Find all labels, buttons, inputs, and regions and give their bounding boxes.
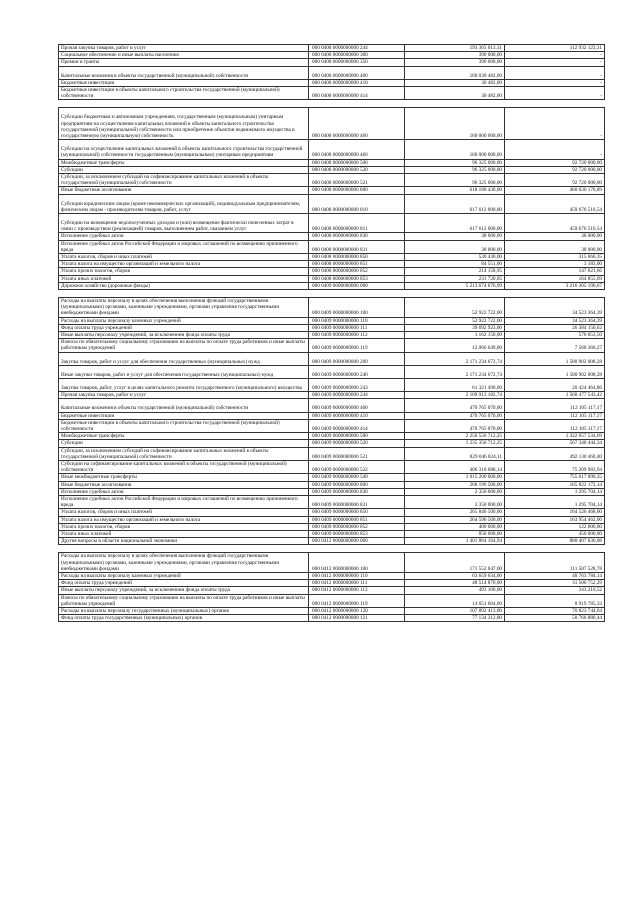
row-fact-cell: 147 621,66 (505, 268, 605, 275)
row-plan-cell: 160 000 000,00 (405, 140, 505, 159)
row-fact-cell: 459 676 516,54 (505, 214, 605, 233)
table-row (59, 516, 605, 523)
row-name-cell: Расходы на выплаты персоналу в целях обеспечения выполнения функций государственными (муниципальными) органами, казенными учреждениями, органами управления государственными внебюджетными фондами (59, 553, 309, 573)
row-name-cell: Субсидии юридическим лицам (кроме некоммерческих организаций), индивидуальным предпринимателям, физическим лицам - производителям товаров, работ, услуг (59, 194, 309, 213)
row-code-cell: 000 0412 0000000000 000 (309, 538, 405, 545)
row-fact-cell: 570 853,50 (505, 332, 605, 339)
row-fact-cell: - (505, 59, 605, 66)
table-row (59, 608, 605, 615)
spacer-cell (505, 545, 605, 553)
table-row (59, 523, 605, 530)
row-name-cell: Премии и гранты (59, 59, 309, 66)
row-fact-cell: 165 822 172,14 (505, 481, 605, 488)
row-plan-cell: 12 066 649,00 (405, 339, 505, 352)
row-code-cell: 000 0408 0000000000 521 (309, 174, 405, 187)
row-plan-cell: 390 000,00 (405, 52, 505, 59)
row-code-cell: 000 0409 0000000000 540 (309, 474, 405, 481)
spacer-cell (405, 545, 505, 553)
spacer-cell (405, 100, 505, 108)
table-row (59, 531, 605, 538)
table-row (59, 587, 605, 594)
row-name-cell: Фонд оплаты труда учреждений (59, 580, 309, 587)
row-name-cell: Уплата прочих налогов, сборов (59, 523, 309, 530)
table-row (59, 59, 605, 66)
row-name-cell: Уплата иных платежей (59, 531, 309, 538)
row-fact-cell: 122 006,00 (505, 523, 605, 530)
row-plan-cell: 2 171 234 672,74 (405, 365, 505, 378)
table-row (59, 433, 605, 440)
table-row (59, 174, 605, 187)
row-plan-cell: 2 350 000,00 (405, 496, 505, 509)
row-plan-cell: 231 720,05 (405, 275, 505, 282)
row-fact-cell: 70 823 744,64 (505, 608, 605, 615)
row-plan-cell: 107 892 413,00 (405, 608, 505, 615)
table-row (59, 615, 605, 622)
row-code-cell: 000 0409 0000000000 520 (309, 440, 405, 447)
row-code-cell: 000 0409 0000000000 830 (309, 488, 405, 495)
row-name-cell: Расходы на выплаты персоналу государственных (муниципальных) органов (59, 608, 309, 615)
table-row (59, 187, 605, 194)
row-name-cell: Уплата налога на имущество организаций и земельного налога (59, 261, 309, 268)
row-plan-cell: 38 000,00 (405, 240, 505, 253)
row-code-cell: 000 0408 0000000000 460 (309, 108, 405, 140)
row-code-cell: 000 0409 0000000000 000 (309, 282, 405, 289)
row-code-cell: 000 0409 0000000000 119 (309, 339, 405, 352)
row-name-cell: Закупка товаров, работ, услуг в целях капитального ремонта государственного (муниципального) имущества (59, 379, 309, 392)
row-code-cell: 000 0409 0000000000 852 (309, 523, 405, 530)
row-code-cell: 000 0409 0000000000 414 (309, 419, 405, 432)
table-row (59, 488, 605, 495)
row-fact-cell: 8 919 785,33 (505, 594, 605, 607)
table-row (59, 45, 605, 52)
row-plan-cell: 2 109 913 182,74 (405, 392, 505, 399)
row-fact-cell: 112 932 123,31 (505, 45, 605, 52)
table-row (59, 324, 605, 331)
row-code-cell: 000 0408 0000000000 500 (309, 159, 405, 166)
row-plan-cell: 30 482,00 (405, 79, 505, 86)
row-fact-cell: 1 580 902 008,28 (505, 365, 605, 378)
table-row (59, 332, 605, 339)
table-row (59, 573, 605, 580)
row-fact-cell: 26 384 150,62 (505, 324, 605, 331)
row-plan-cell: 1 162 150,00 (405, 332, 505, 339)
row-plan-cell: 160 000 000,00 (405, 108, 505, 140)
row-code-cell: 000 0408 0000000000 831 (309, 240, 405, 253)
row-code-cell: 000 0408 0000000000 830 (309, 233, 405, 240)
row-name-cell: Иные закупки товаров, работ и услуг для обеспечения государственных (муниципальных) нужд (59, 365, 309, 378)
row-code-cell: 000 0408 0000000000 300 (309, 52, 405, 59)
row-fact-cell: 1 560 477 543,42 (505, 392, 605, 399)
row-fact-cell: - (505, 52, 605, 59)
row-code-cell: 000 0408 0000000000 852 (309, 268, 405, 275)
row-code-cell: 000 0408 0000000000 400 (309, 66, 405, 79)
row-name-cell: Фонд оплаты труда государственных (муниципальных) органов (59, 615, 309, 622)
row-name-cell: Дорожное хозяйство (дорожные фонды) (59, 282, 309, 289)
row-fact-cell: 450 000,00 (505, 531, 605, 538)
row-plan-cell: 1 401 864 164,94 (405, 538, 505, 545)
row-fact-cell: 111 587 528,78 (505, 553, 605, 573)
row-name-cell: Субсидии бюджетным и автономным учреждениям, государственным (муниципальным) унитарным предприятиям на осуществление капитальных вложений в объекты капитального строительства государственной (муниципальной) собственности или приобретение объектов недвижимого имущества в государственную (муниципальную) собственность (59, 108, 309, 140)
table-row (59, 282, 605, 289)
table-row (59, 594, 605, 607)
row-name-cell: Уплата налога на имущество организаций и земельного налога (59, 516, 309, 523)
row-plan-cell: 829 046 024,11 (405, 447, 505, 460)
table-row (59, 474, 605, 481)
row-plan-cell: 63 659 634,00 (405, 573, 505, 580)
row-code-cell: 000 0409 0000000000 500 (309, 433, 405, 440)
table-row (59, 419, 605, 432)
table-row (59, 461, 605, 474)
row-plan-cell: 2 350 000,00 (405, 488, 505, 495)
row-name-cell: Субсидии, за исключением субсидий на софинансирование капитальных вложений в объекты государственной (муниципальной) собственности (59, 447, 309, 460)
row-name-cell: Бюджетные инвестиции (59, 79, 309, 86)
row-code-cell: 000 0409 0000000000 400 (309, 399, 405, 412)
row-fact-cell: 7 568 360,27 (505, 339, 605, 352)
table-row (59, 481, 605, 488)
table-row (59, 233, 605, 240)
row-fact-cell: 112 105 117,17 (505, 399, 605, 412)
row-fact-cell: 38 000,00 (505, 233, 605, 240)
table-row (59, 412, 605, 419)
row-name-cell: Бюджетные инвестиции в объекты капитального строительства государственной (муниципальной) собственности (59, 419, 309, 432)
table-row (59, 140, 605, 159)
row-fact-cell: 459 676 516,54 (505, 194, 605, 213)
spacer-cell (309, 290, 405, 298)
table-row (59, 379, 605, 392)
table-row (59, 440, 605, 447)
row-code-cell: 000 0409 0000000000 410 (309, 412, 405, 419)
row-code-cell: 000 0409 0000000000 112 (309, 332, 405, 339)
row-plan-cell: 1 235 356 712,25 (405, 440, 505, 447)
row-name-cell: Субсидии на возмещение недополученных доходов и (или) возмещение фактически понесенных затрат в связи с производством (реализацией) товаров, выполнением работ, оказанием услуг (59, 214, 309, 233)
row-name-cell: Социальное обеспечение и иные выплаты населению (59, 52, 309, 59)
row-plan-cell: 390 000,00 (405, 59, 505, 66)
row-fact-cell: 567 340 444,34 (505, 440, 605, 447)
row-code-cell: 000 0409 0000000000 110 (309, 317, 405, 324)
budget-expenditure-table (58, 44, 605, 622)
table-row (59, 166, 605, 173)
row-code-cell: 000 0409 0000000000 522 (309, 461, 405, 474)
row-fact-cell: 40 763 784,14 (505, 573, 605, 580)
row-name-cell: Иные межбюджетные трансферты (59, 474, 309, 481)
row-fact-cell: 1 295 704,14 (505, 496, 605, 509)
row-name-cell: Капитальные вложения в объекты государственной (муниципальной) собственности (59, 66, 309, 79)
row-name-cell: Иные бюджетные ассигнования (59, 481, 309, 488)
row-fact-cell: 3 216 305 196,67 (505, 282, 605, 289)
row-code-cell: 000 0409 0000000000 240 (309, 365, 405, 378)
row-code-cell: 000 0408 0000000000 350 (309, 59, 405, 66)
row-plan-cell: 14 651 664,00 (405, 594, 505, 607)
row-name-cell: Межбюджетные трансферты (59, 433, 309, 440)
row-fact-cell: 163 954 462,00 (505, 516, 605, 523)
row-name-cell: Исполнение судебных актов (59, 488, 309, 495)
table-row (59, 240, 605, 253)
spacer-cell (59, 100, 309, 108)
row-code-cell: 000 0409 0000000000 851 (309, 516, 405, 523)
table-row (59, 254, 605, 261)
table-row (59, 447, 605, 460)
table-row (59, 87, 605, 100)
row-plan-cell: 1 015 200 000,00 (405, 474, 505, 481)
row-name-cell: Межбюджетные трансферты (59, 159, 309, 166)
row-code-cell: 000 0408 0000000000 244 (309, 45, 405, 52)
row-name-cell: Иные выплаты персоналу учреждений, за исключением фонда оплаты труда (59, 587, 309, 594)
row-plan-cell: 400 000,00 (405, 523, 505, 530)
row-fact-cell: - (505, 87, 605, 100)
row-fact-cell: 92 720 000,00 (505, 166, 605, 173)
row-plan-cell: 618 180 430,00 (405, 187, 505, 194)
table-row (59, 159, 605, 166)
row-name-cell: Взносы по обязательному социальному страхованию на выплаты по оплате труда работников и иные выплаты работникам учреждений (59, 594, 309, 607)
row-code-cell: 000 0409 0000000000 853 (309, 531, 405, 538)
row-fact-cell: 1 580 902 008,28 (505, 352, 605, 365)
row-code-cell: 000 0409 0000000000 850 (309, 509, 405, 516)
row-code-cell: 000 0408 0000000000 850 (309, 254, 405, 261)
row-name-cell: Расходы на выплаты персоналу казенных учреждений (59, 317, 309, 324)
spacer-cell (59, 290, 309, 298)
table-row (59, 352, 605, 365)
table-row (59, 52, 605, 59)
row-name-cell: Субсидии на софинансирование капитальных вложений в объекты государственной (муниципальной) собственности (59, 461, 309, 474)
row-plan-cell: 96 325 000,00 (405, 159, 505, 166)
row-code-cell: 000 0408 0000000000 811 (309, 214, 405, 233)
row-name-cell: Прочая закупка товаров, работ и услуг (59, 45, 309, 52)
row-plan-cell: 39 692 923,00 (405, 324, 505, 331)
row-plan-cell: 30 482,00 (405, 87, 505, 100)
row-plan-cell: 61 321 490,00 (405, 379, 505, 392)
table-row (59, 399, 605, 412)
row-fact-cell: 31 500 752,29 (505, 580, 605, 587)
section-spacer (59, 290, 605, 298)
row-fact-cell: 3 183,00 (505, 261, 605, 268)
spacer-cell (505, 290, 605, 298)
row-plan-cell: 193 365 013,31 (405, 45, 505, 52)
row-plan-cell: 48 514 870,00 (405, 580, 505, 587)
row-code-cell: 000 0412 0000000000 119 (309, 594, 405, 607)
row-fact-cell: 164 526 468,00 (505, 509, 605, 516)
row-plan-cell: 493 100,00 (405, 587, 505, 594)
spacer-cell (505, 100, 605, 108)
row-plan-cell: 617 612 000,00 (405, 194, 505, 213)
row-code-cell: 000 0408 0000000000 520 (309, 166, 405, 173)
row-fact-cell: 92 720 000,00 (505, 174, 605, 187)
row-name-cell: Уплата прочих налогов, сборов (59, 268, 309, 275)
row-name-cell: Исполнение судебных актов Российской Федерации и мировых соглашений по возмещению причиненного вреда (59, 496, 309, 509)
table-row (59, 553, 605, 573)
row-plan-cell: 38 000,00 (405, 233, 505, 240)
row-code-cell: 000 0409 0000000000 831 (309, 496, 405, 509)
row-code-cell: 000 0412 0000000000 112 (309, 587, 405, 594)
row-plan-cell: 5 213 674 676,99 (405, 282, 505, 289)
row-fact-cell: - (505, 140, 605, 159)
row-code-cell: 000 0408 0000000000 800 (309, 187, 405, 194)
table-row (59, 298, 605, 318)
row-name-cell: Прочая закупка товаров, работ и услуг (59, 392, 309, 399)
row-fact-cell: 20 424 464,86 (505, 379, 605, 392)
row-code-cell: 000 0408 0000000000 414 (309, 87, 405, 100)
row-name-cell: Субсидии (59, 166, 309, 173)
table-row (59, 268, 605, 275)
row-plan-cell: 2 250 556 712,25 (405, 433, 505, 440)
table-row (59, 261, 605, 268)
row-fact-cell: 50 766 880,44 (505, 615, 605, 622)
row-name-cell: Иные бюджетные ассигнования (59, 187, 309, 194)
row-name-cell: Исполнение судебных актов Российской Федерации и мировых соглашений по возмещению причиненного вреда (59, 240, 309, 253)
row-plan-cell: 52 922 722,00 (405, 317, 505, 324)
table-row (59, 509, 605, 516)
table-row (59, 214, 605, 233)
row-plan-cell: 470 765 070,00 (405, 419, 505, 432)
row-fact-cell: 492 130 460,40 (505, 447, 605, 460)
spacer-cell (309, 545, 405, 553)
row-code-cell: 000 0412 0000000000 100 (309, 553, 405, 573)
row-name-cell: Уплата иных платежей (59, 275, 309, 282)
row-plan-cell: 77 134 312,00 (405, 615, 505, 622)
row-code-cell: 000 0408 0000000000 853 (309, 275, 405, 282)
row-plan-cell: 850 000,00 (405, 531, 505, 538)
row-code-cell: 000 0409 0000000000 800 (309, 481, 405, 488)
row-fact-cell: 34 523 364,39 (505, 317, 605, 324)
row-plan-cell: 171 552 047,00 (405, 553, 505, 573)
table-row (59, 108, 605, 140)
row-code-cell: 000 0409 0000000000 521 (309, 447, 405, 460)
row-fact-cell: 112 105 117,17 (505, 419, 605, 432)
row-name-cell: Субсидии (59, 440, 309, 447)
row-name-cell: Субсидии, за исключением субсидий на софинансирование капитальных вложений в объекты государственной (муниципальной) собственности (59, 174, 309, 187)
row-code-cell: 000 0409 0000000000 244 (309, 392, 405, 399)
section-spacer (59, 545, 605, 553)
row-name-cell: Другие вопросы в области национальной экономики (59, 538, 309, 545)
row-name-cell: Бюджетные инвестиции в объекты капитального строительства государственной (муниципальной) собственности (59, 87, 309, 100)
row-plan-cell: 264 596 500,00 (405, 516, 505, 523)
row-fact-cell: - (505, 79, 605, 86)
row-code-cell: 000 0412 0000000000 110 (309, 573, 405, 580)
row-code-cell: 000 0412 0000000000 111 (309, 580, 405, 587)
row-name-cell: Расходы на выплаты персоналу казенных учреждений (59, 573, 309, 580)
row-code-cell: 000 0409 0000000000 100 (309, 298, 405, 318)
row-plan-cell: 470 765 070,00 (405, 412, 505, 419)
table-row (59, 538, 605, 545)
row-code-cell: 000 0408 0000000000 810 (309, 194, 405, 213)
row-plan-cell: 96 325 000,00 (405, 174, 505, 187)
row-fact-cell: - (505, 66, 605, 79)
table-row (59, 275, 605, 282)
spacer-cell (309, 100, 405, 108)
row-fact-cell: 343 216,52 (505, 587, 605, 594)
row-plan-cell: 268 196 500,00 (405, 481, 505, 488)
row-fact-cell: 880 407 836,08 (505, 538, 605, 545)
spacer-cell (405, 290, 505, 298)
row-plan-cell: 470 765 070,00 (405, 399, 505, 412)
row-fact-cell: 1 322 957 534,69 (505, 433, 605, 440)
row-fact-cell: - (505, 108, 605, 140)
table-row (59, 317, 605, 324)
row-name-cell: Субсидии на осуществление капитальных вложений в объекты капитального строительства государственной (муниципальной) собственности государственным (муниципальным) унитарным предприятиям (59, 140, 309, 159)
row-name-cell: Исполнение судебных актов (59, 233, 309, 240)
row-code-cell: 000 0409 0000000000 200 (309, 352, 405, 365)
row-plan-cell: 406 310 688,14 (405, 461, 505, 474)
row-fact-cell: 34 523 364,39 (505, 298, 605, 318)
row-code-cell: 000 0409 0000000000 111 (309, 324, 405, 331)
row-plan-cell: 530 430,00 (405, 254, 505, 261)
table-row (59, 194, 605, 213)
table-row (59, 79, 605, 86)
row-name-cell: Капитальные вложения в объекты государственной (муниципальной) собственности (59, 399, 309, 412)
row-name-cell: Закупка товаров, работ и услуг для обеспечения государственных (муниципальных) нужд (59, 352, 309, 365)
row-plan-cell: 2 171 234 672,74 (405, 352, 505, 365)
row-plan-cell: 84 551,00 (405, 261, 505, 268)
row-name-cell: Иные выплаты персоналу учреждений, за исключением фонда оплаты труда (59, 332, 309, 339)
row-fact-cell: 755 617 090,35 (505, 474, 605, 481)
row-fact-cell: 315 660,35 (505, 254, 605, 261)
row-fact-cell: 75 209 983,94 (505, 461, 605, 474)
row-fact-cell: 164 855,69 (505, 275, 605, 282)
row-name-cell: Бюджетные инвестиции (59, 412, 309, 419)
row-name-cell: Фонд оплаты труда учреждений (59, 324, 309, 331)
table-row (59, 580, 605, 587)
row-code-cell: 000 0409 0000000000 243 (309, 379, 405, 392)
row-name-cell: Расходы на выплаты персоналу в целях обеспечения выполнения функций государственными (муниципальными) органами, казенными учреждениями, органами управления государственными внебюджетными фондами (59, 298, 309, 318)
budget-report-sheet (58, 44, 604, 622)
section-spacer (59, 100, 605, 108)
row-plan-cell: 214 158,95 (405, 268, 505, 275)
row-fact-cell: 1 295 704,14 (505, 488, 605, 495)
row-plan-cell: 617 612 000,00 (405, 214, 505, 233)
table-row (59, 339, 605, 352)
table-row (59, 392, 605, 399)
row-fact-cell: 38 000,00 (505, 240, 605, 253)
spacer-cell (59, 545, 309, 553)
row-code-cell: 000 0408 0000000000 466 (309, 140, 405, 159)
row-code-cell: 000 0408 0000000000 851 (309, 261, 405, 268)
row-code-cell: 000 0408 0000000000 410 (309, 79, 405, 86)
row-fact-cell: 460 030 176,89 (505, 187, 605, 194)
row-code-cell: 000 0412 0000000000 121 (309, 615, 405, 622)
table-row (59, 66, 605, 79)
row-plan-cell: 96 325 000,00 (405, 166, 505, 173)
row-name-cell: Уплата налогов, сборов и иных платежей (59, 509, 309, 516)
row-code-cell: 000 0412 0000000000 120 (309, 608, 405, 615)
row-plan-cell: 52 922 722,00 (405, 298, 505, 318)
row-fact-cell: 112 105 117,17 (505, 412, 605, 419)
row-name-cell: Взносы по обязательному социальному страхованию на выплаты по оплате труда работников и иные выплаты работникам учреждений (59, 339, 309, 352)
table-row (59, 496, 605, 509)
table-body (59, 45, 605, 622)
row-fact-cell: 92 720 000,00 (505, 159, 605, 166)
row-name-cell: Уплата налогов, сборов и иных платежей (59, 254, 309, 261)
row-plan-cell: 160 030 482,00 (405, 66, 505, 79)
table-row (59, 365, 605, 378)
row-plan-cell: 265 846 500,00 (405, 509, 505, 516)
